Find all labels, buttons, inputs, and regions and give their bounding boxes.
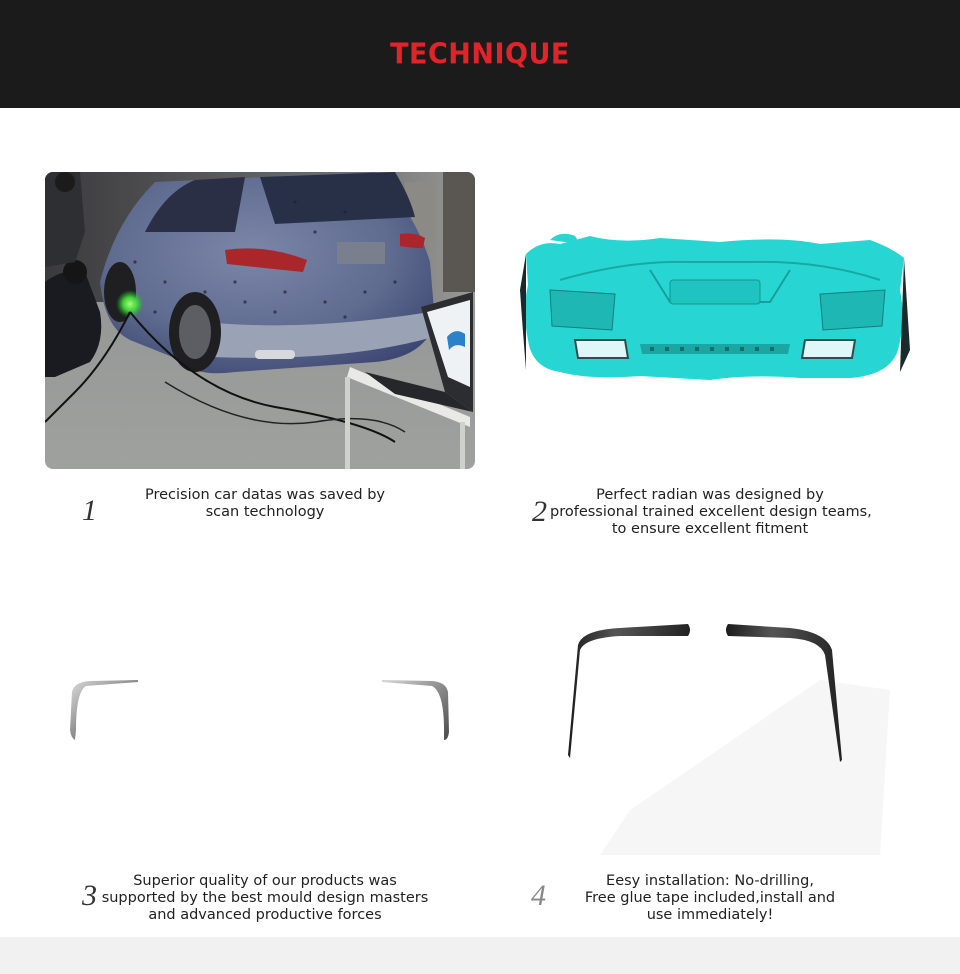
bumper-3d-model-render — [520, 230, 910, 385]
caption-line: and advanced productive forces — [148, 907, 382, 923]
caption-line: scan technology — [205, 504, 325, 520]
step-caption-3 — [100, 873, 430, 924]
caption-line: Free glue tape included,install and — [584, 890, 836, 906]
step-number-4: 4 — [531, 879, 546, 912]
caption-line: professional trained excellent design teams, — [550, 504, 872, 520]
caption-line: use immediately! — [646, 907, 774, 923]
page-header — [0, 0, 960, 108]
step-caption-2 — [550, 487, 870, 538]
caption-line: supported by the best mould design masters — [101, 890, 429, 906]
page-title: TECHNIQUE — [390, 37, 570, 71]
footer-band — [0, 937, 960, 974]
step-number-3: 3 — [82, 879, 97, 912]
black-trim-pieces-photo — [520, 610, 900, 860]
caption-line: to ensure excellent fitment — [611, 521, 809, 537]
caption-line: Precision car datas was saved by — [144, 487, 385, 503]
caption-line: Eesy installation: No-drilling, — [606, 873, 814, 889]
step-caption-1 — [125, 487, 405, 521]
step-number-1: 1 — [82, 494, 97, 527]
silver-trim-pieces-photo — [60, 670, 460, 750]
caption-line: Perfect radian was designed by — [596, 487, 824, 503]
step-number-2: 2 — [532, 495, 547, 528]
caption-line: Superior quality of our products was — [133, 873, 397, 889]
step-caption-4 — [575, 873, 845, 924]
car-3d-scanning-photo — [45, 172, 475, 469]
